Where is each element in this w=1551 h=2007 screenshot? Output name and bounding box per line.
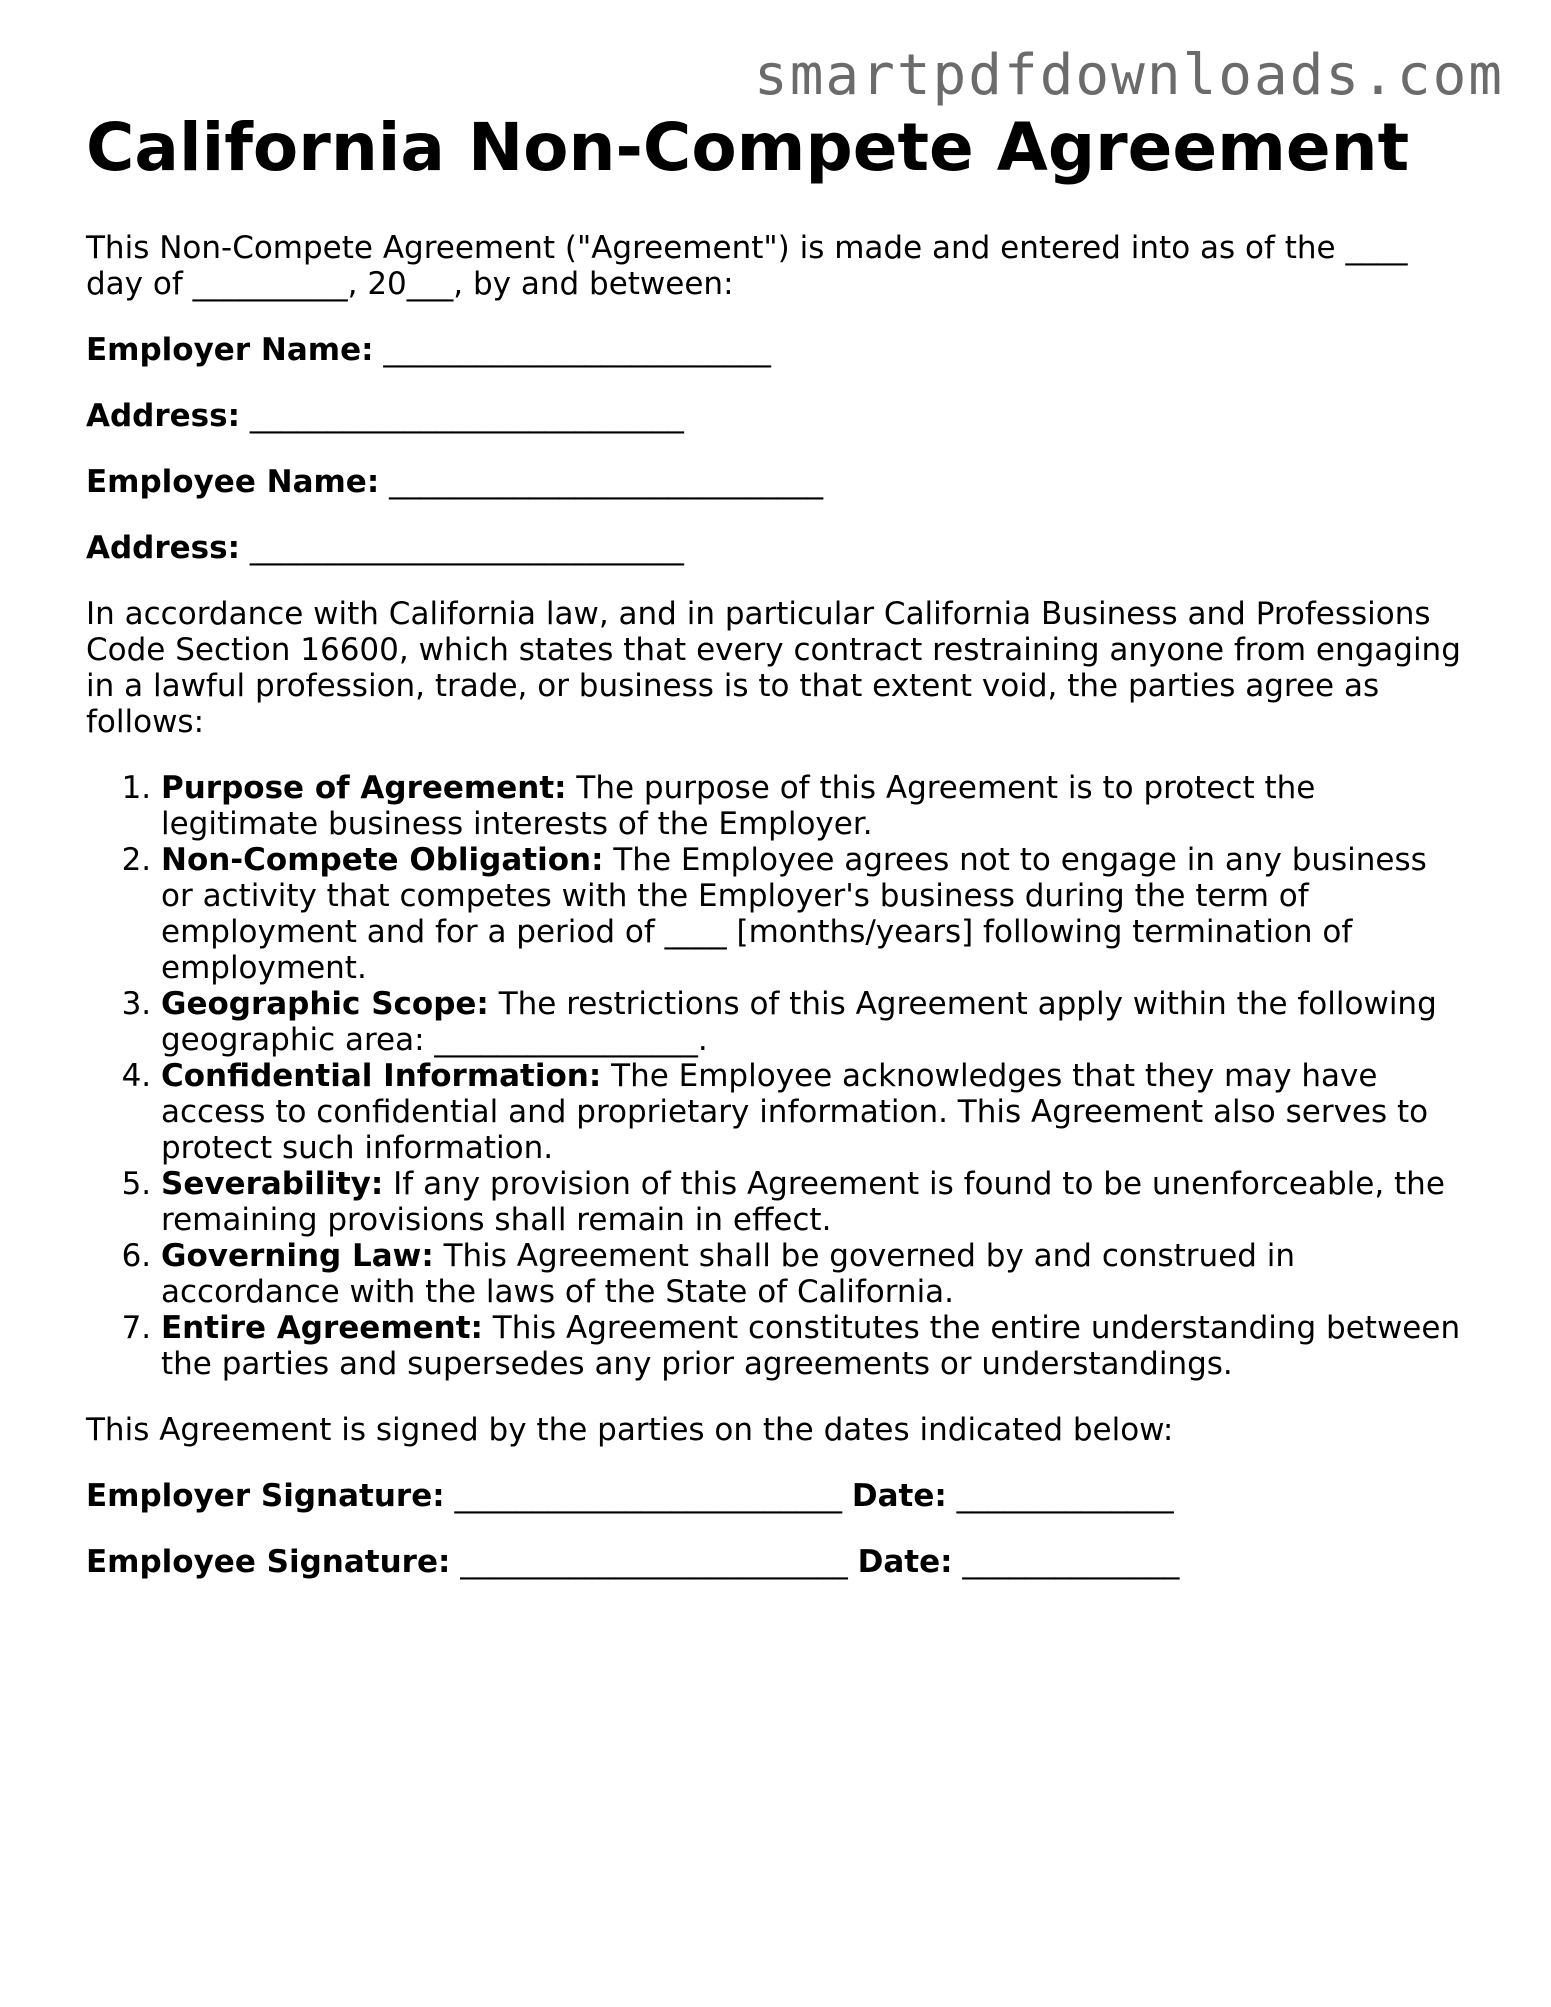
employer-signature-line bbox=[86, 1478, 1466, 1514]
document-title: California Non-Compete Agreement bbox=[86, 109, 1410, 186]
provision-heading: Purpose of Agreement: bbox=[161, 770, 567, 806]
provision-text: The Employee agrees not to engage in any business or activity that competes with the Employer's business during the term of employment and for a period of ____ [months/years] following termination of employment. bbox=[161, 842, 1427, 986]
employee-name-blank: ____________________________ bbox=[389, 464, 824, 500]
provision-text: The Employee acknowledges that they may have access to confidential and proprietary information. This Agreement also serves to protect such information. bbox=[161, 1058, 1429, 1166]
employee-name-field bbox=[86, 464, 1466, 500]
employer-address-blank: ____________________________ bbox=[249, 398, 684, 434]
employer-date-blank: ______________ bbox=[956, 1478, 1174, 1514]
provision-heading: Entire Agreement: bbox=[161, 1310, 483, 1346]
legal-paragraph: In accordance with California law, and in particular California Business and Professions Code Section 16600, which states that every contract restraining anyone from engaging in a lawful profession, trade, or business is to that extent void, the parties agree as follows: bbox=[86, 596, 1461, 740]
provision-heading: Non-Compete Obligation: bbox=[161, 842, 604, 878]
provision-heading: Governing Law: bbox=[161, 1238, 434, 1274]
provision-text: If any provision of this Agreement is found to be unenforceable, the remaining provisions shall remain in effect. bbox=[161, 1166, 1445, 1238]
employee-signature-label: Employee Signature: bbox=[86, 1544, 451, 1580]
employee-address-field bbox=[86, 530, 1466, 566]
provision-text: This Agreement shall be governed by and construed in accordance with the laws of the State of California. bbox=[161, 1238, 1296, 1310]
employer-name-label: Employer Name: bbox=[86, 332, 374, 368]
employer-signature-label: Employer Signature: bbox=[86, 1478, 445, 1514]
employer-address-label: Address: bbox=[86, 398, 240, 434]
provision-item bbox=[161, 842, 1466, 986]
provision-text: This Agreement constitutes the entire understanding between the parties and supersedes any prior agreements or understandings. bbox=[161, 1310, 1461, 1382]
provision-item bbox=[161, 1166, 1466, 1238]
employee-address-blank: ____________________________ bbox=[249, 530, 684, 566]
provision-text: The restrictions of this Agreement apply within the following geographic area: _________________. bbox=[161, 986, 1437, 1058]
document-page bbox=[86, 108, 1466, 1610]
employer-name-field bbox=[86, 332, 1466, 368]
provision-item bbox=[161, 1238, 1466, 1310]
provisions-list bbox=[86, 770, 1466, 1382]
employee-name-label: Employee Name: bbox=[86, 464, 380, 500]
provision-text: The purpose of this Agreement is to protect the legitimate business interests of the Employer. bbox=[161, 770, 1316, 842]
provision-item bbox=[161, 1058, 1466, 1166]
provision-item bbox=[161, 986, 1466, 1058]
employer-name-blank: _________________________ bbox=[383, 332, 771, 368]
closing-paragraph: This Agreement is signed by the parties on the dates indicated below: bbox=[86, 1412, 1174, 1448]
provision-heading: Geographic Scope: bbox=[161, 986, 489, 1022]
employer-signature-blank: _________________________ bbox=[454, 1478, 842, 1514]
employee-signature-blank: _________________________ bbox=[460, 1544, 848, 1580]
employee-date-blank: ______________ bbox=[962, 1544, 1180, 1580]
employee-date-label: Date: bbox=[857, 1544, 953, 1580]
provision-item bbox=[161, 1310, 1466, 1382]
employee-address-label: Address: bbox=[86, 530, 240, 566]
employer-date-label: Date: bbox=[851, 1478, 947, 1514]
employer-address-field bbox=[86, 398, 1466, 434]
intro-paragraph: This Non-Compete Agreement ("Agreement") is made and entered into as of the ____ day of __________, 20___, by and between: bbox=[86, 230, 1408, 302]
employee-signature-line bbox=[86, 1544, 1466, 1580]
watermark: smartpdfdownloads.com bbox=[753, 43, 1504, 108]
provision-heading: Confidential Information: bbox=[161, 1058, 602, 1094]
provision-item bbox=[161, 770, 1466, 842]
provision-heading: Severability: bbox=[161, 1166, 384, 1202]
